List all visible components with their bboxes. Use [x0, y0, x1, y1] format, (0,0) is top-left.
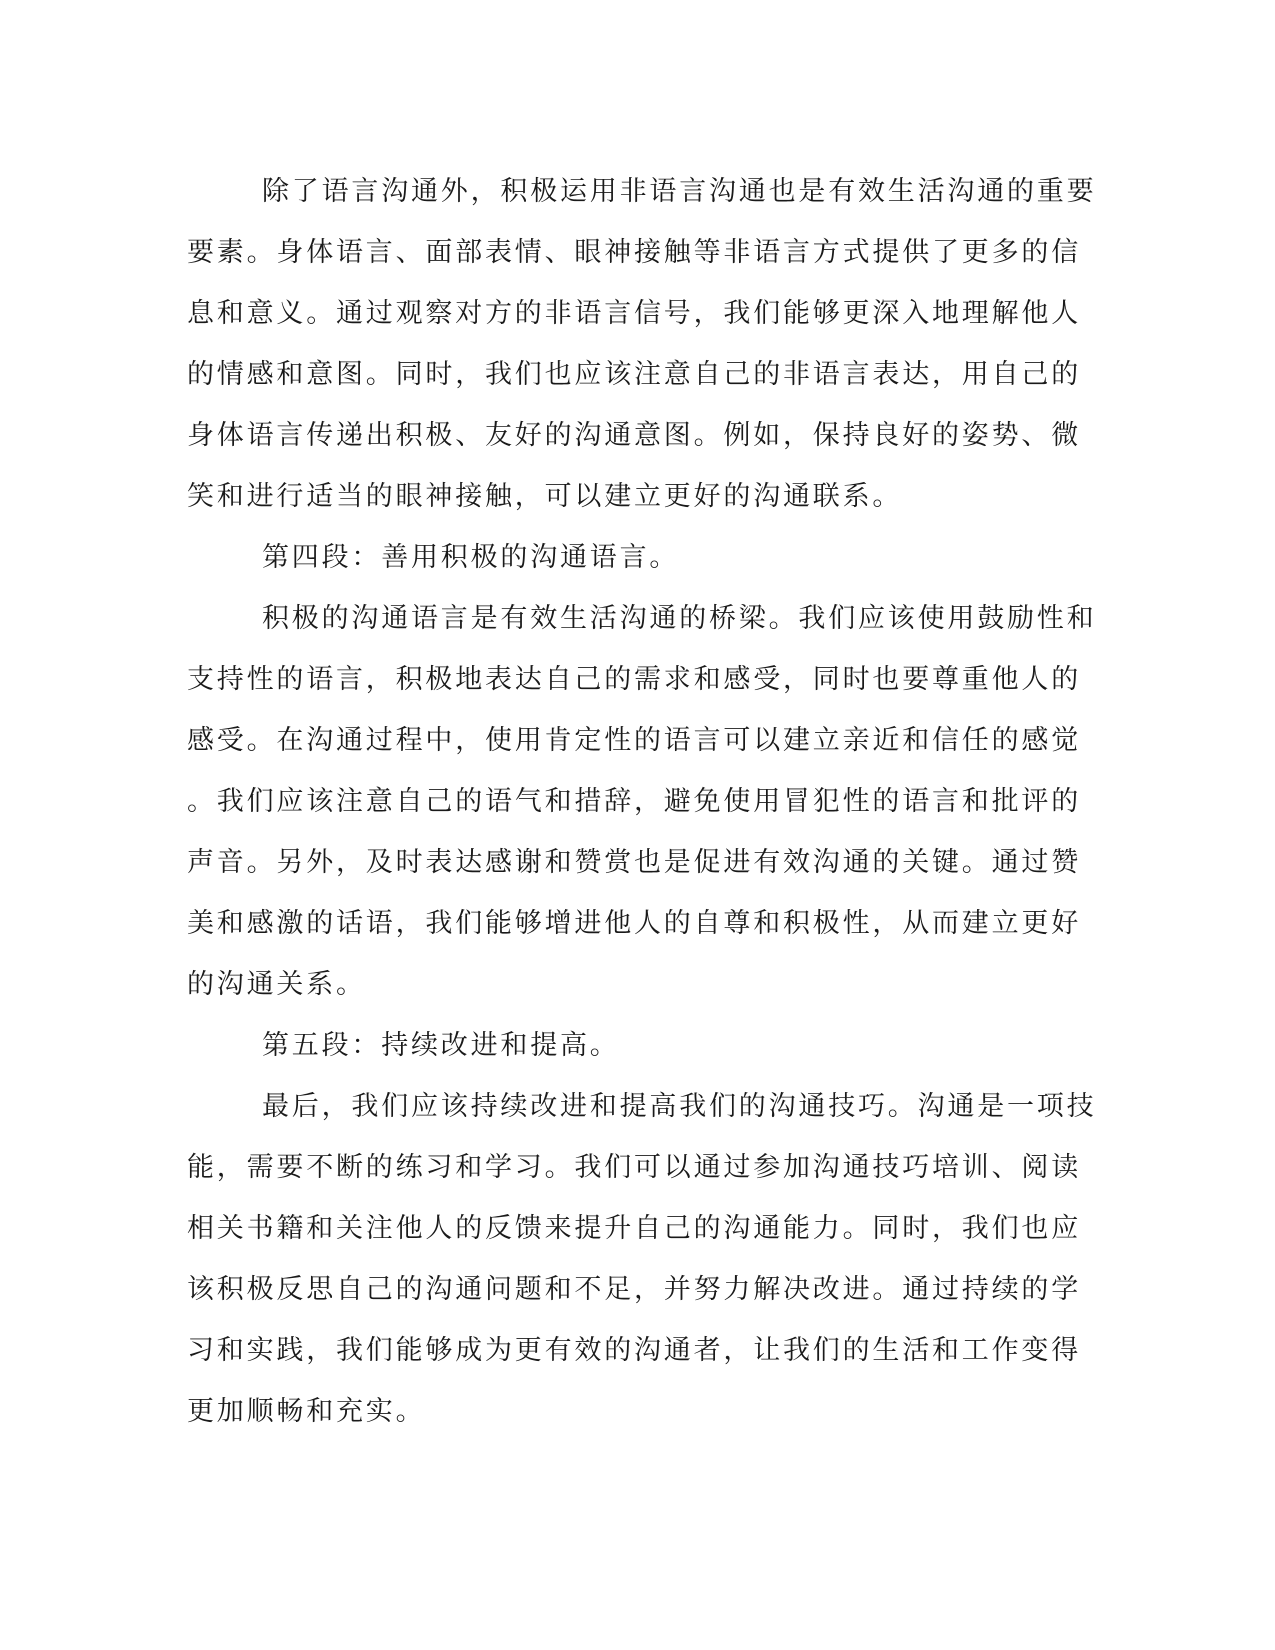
paragraph-line: 息和意义。通过观察对方的非语言信号，我们能够更深入地理解他人 [187, 298, 1081, 329]
paragraph-line: 能，需要不断的练习和学习。我们可以通过参加沟通技巧培训、阅读 [187, 1152, 1081, 1183]
document-body [187, 161, 1097, 1442]
paragraph-line: 身体语言传递出积极、友好的沟通意图。例如，保持良好的姿势、微 [187, 420, 1081, 451]
section-heading: 第四段：善用积极的沟通语言。 [262, 542, 680, 573]
paragraph-line: 美和感激的话语，我们能够增进他人的自尊和积极性，从而建立更好 [187, 908, 1081, 939]
paragraph-line: 感受。在沟通过程中，使用肯定性的语言可以建立亲近和信任的感觉 [187, 725, 1081, 756]
paragraph-line: 习和实践，我们能够成为更有效的沟通者，让我们的生活和工作变得 [187, 1335, 1081, 1366]
paragraph-line: 积极的沟通语言是有效生活沟通的桥梁。我们应该使用鼓励性和 [262, 603, 1097, 634]
paragraph-line: 除了语言沟通外，积极运用非语言沟通也是有效生活沟通的重要 [262, 176, 1097, 207]
paragraph-line: 最后，我们应该持续改进和提高我们的沟通技巧。沟通是一项技 [262, 1091, 1097, 1122]
paragraph-line: 该积极反思自己的沟通问题和不足，并努力解决改进。通过持续的学 [187, 1274, 1081, 1305]
paragraph-line: 的沟通关系。 [187, 969, 366, 1000]
paragraph-line: 更加顺畅和充实。 [187, 1396, 426, 1427]
paragraph-line: 。我们应该注意自己的语气和措辞，避免使用冒犯性的语言和批评的 [187, 786, 1081, 817]
paragraph-line: 声音。另外，及时表达感谢和赞赏也是促进有效沟通的关键。通过赞 [187, 847, 1081, 878]
paragraph-line: 的情感和意图。同时，我们也应该注意自己的非语言表达，用自己的 [187, 359, 1081, 390]
paragraph-line: 支持性的语言，积极地表达自己的需求和感受，同时也要尊重他人的 [187, 664, 1081, 695]
section-heading: 第五段：持续改进和提高。 [262, 1030, 620, 1061]
paragraph-line: 要素。身体语言、面部表情、眼神接触等非语言方式提供了更多的信 [187, 237, 1081, 268]
paragraph-line: 相关书籍和关注他人的反馈来提升自己的沟通能力。同时，我们也应 [187, 1213, 1081, 1244]
paragraph-line: 笑和进行适当的眼神接触，可以建立更好的沟通联系。 [187, 481, 903, 512]
